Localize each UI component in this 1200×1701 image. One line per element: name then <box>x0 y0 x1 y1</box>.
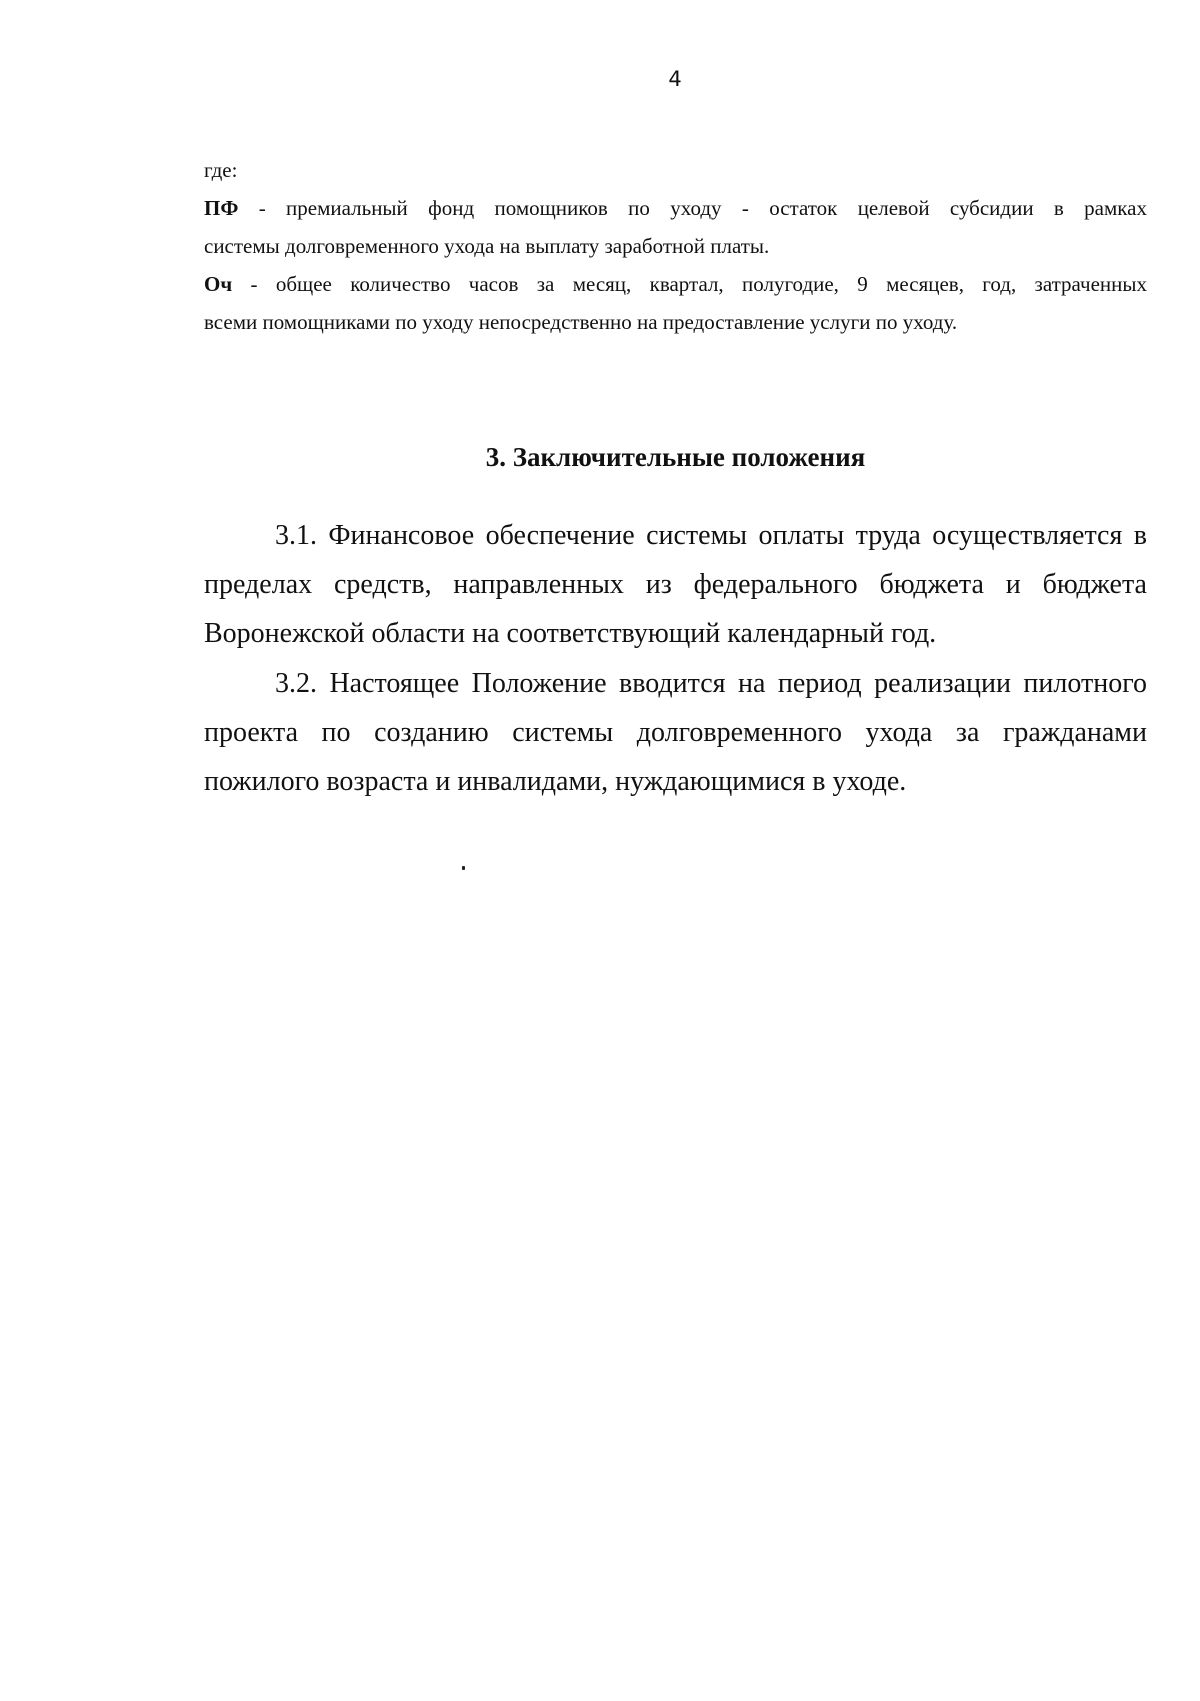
definition-och-line-1 <box>204 265 1147 303</box>
definition-pf-line-2: системы долговременного ухода на выплату заработной платы. <box>204 234 770 258</box>
term-pf: ПФ <box>204 196 239 220</box>
page-number: 4 <box>668 67 682 91</box>
section-heading: 3. Заключительные положения <box>485 442 866 472</box>
formula-legend <box>204 151 1147 341</box>
where-label: где: <box>204 158 238 182</box>
paragraph-3-2-line-1: 3.2. Настоящее Положение вводится на период реализации пилотного <box>275 668 1147 699</box>
paragraph-3-2-line-3: пожилого возраста и инвалидами, нуждающимися в уходе. <box>204 766 907 797</box>
paragraph-3-2 <box>204 659 1147 806</box>
paragraph-3-1-line-3: Воронежской области на соответствующий календарный год. <box>204 618 937 649</box>
paragraph-3-2-line-2: проекта по созданию системы долговременного ухода за гражданами <box>204 717 1147 748</box>
definition-pf-line-1 <box>204 189 1147 227</box>
definition-och <box>204 265 1147 341</box>
definition-pf-text: - премиальный фонд помощников по уходу - остаток целевой субсидии в рамках <box>238 196 1147 220</box>
definition-och-text: - общее количество часов за месяц, квартал, полугодие, 9 месяцев, год, затраченных <box>232 272 1147 296</box>
term-och: Оч <box>204 272 233 296</box>
paragraph-3-1-line-1: 3.1. Финансовое обеспечение системы оплаты труда осуществляется в <box>275 520 1147 551</box>
scan-speck <box>462 866 465 870</box>
paragraph-3-1-line-2: пределах средств, направленных из федерального бюджета и бюджета <box>204 569 1147 600</box>
definition-och-line-2: всеми помощниками по уходу непосредственно на предоставление услуги по уходу. <box>204 310 958 334</box>
definition-pf <box>204 189 1147 265</box>
paragraph-3-1 <box>204 511 1147 658</box>
